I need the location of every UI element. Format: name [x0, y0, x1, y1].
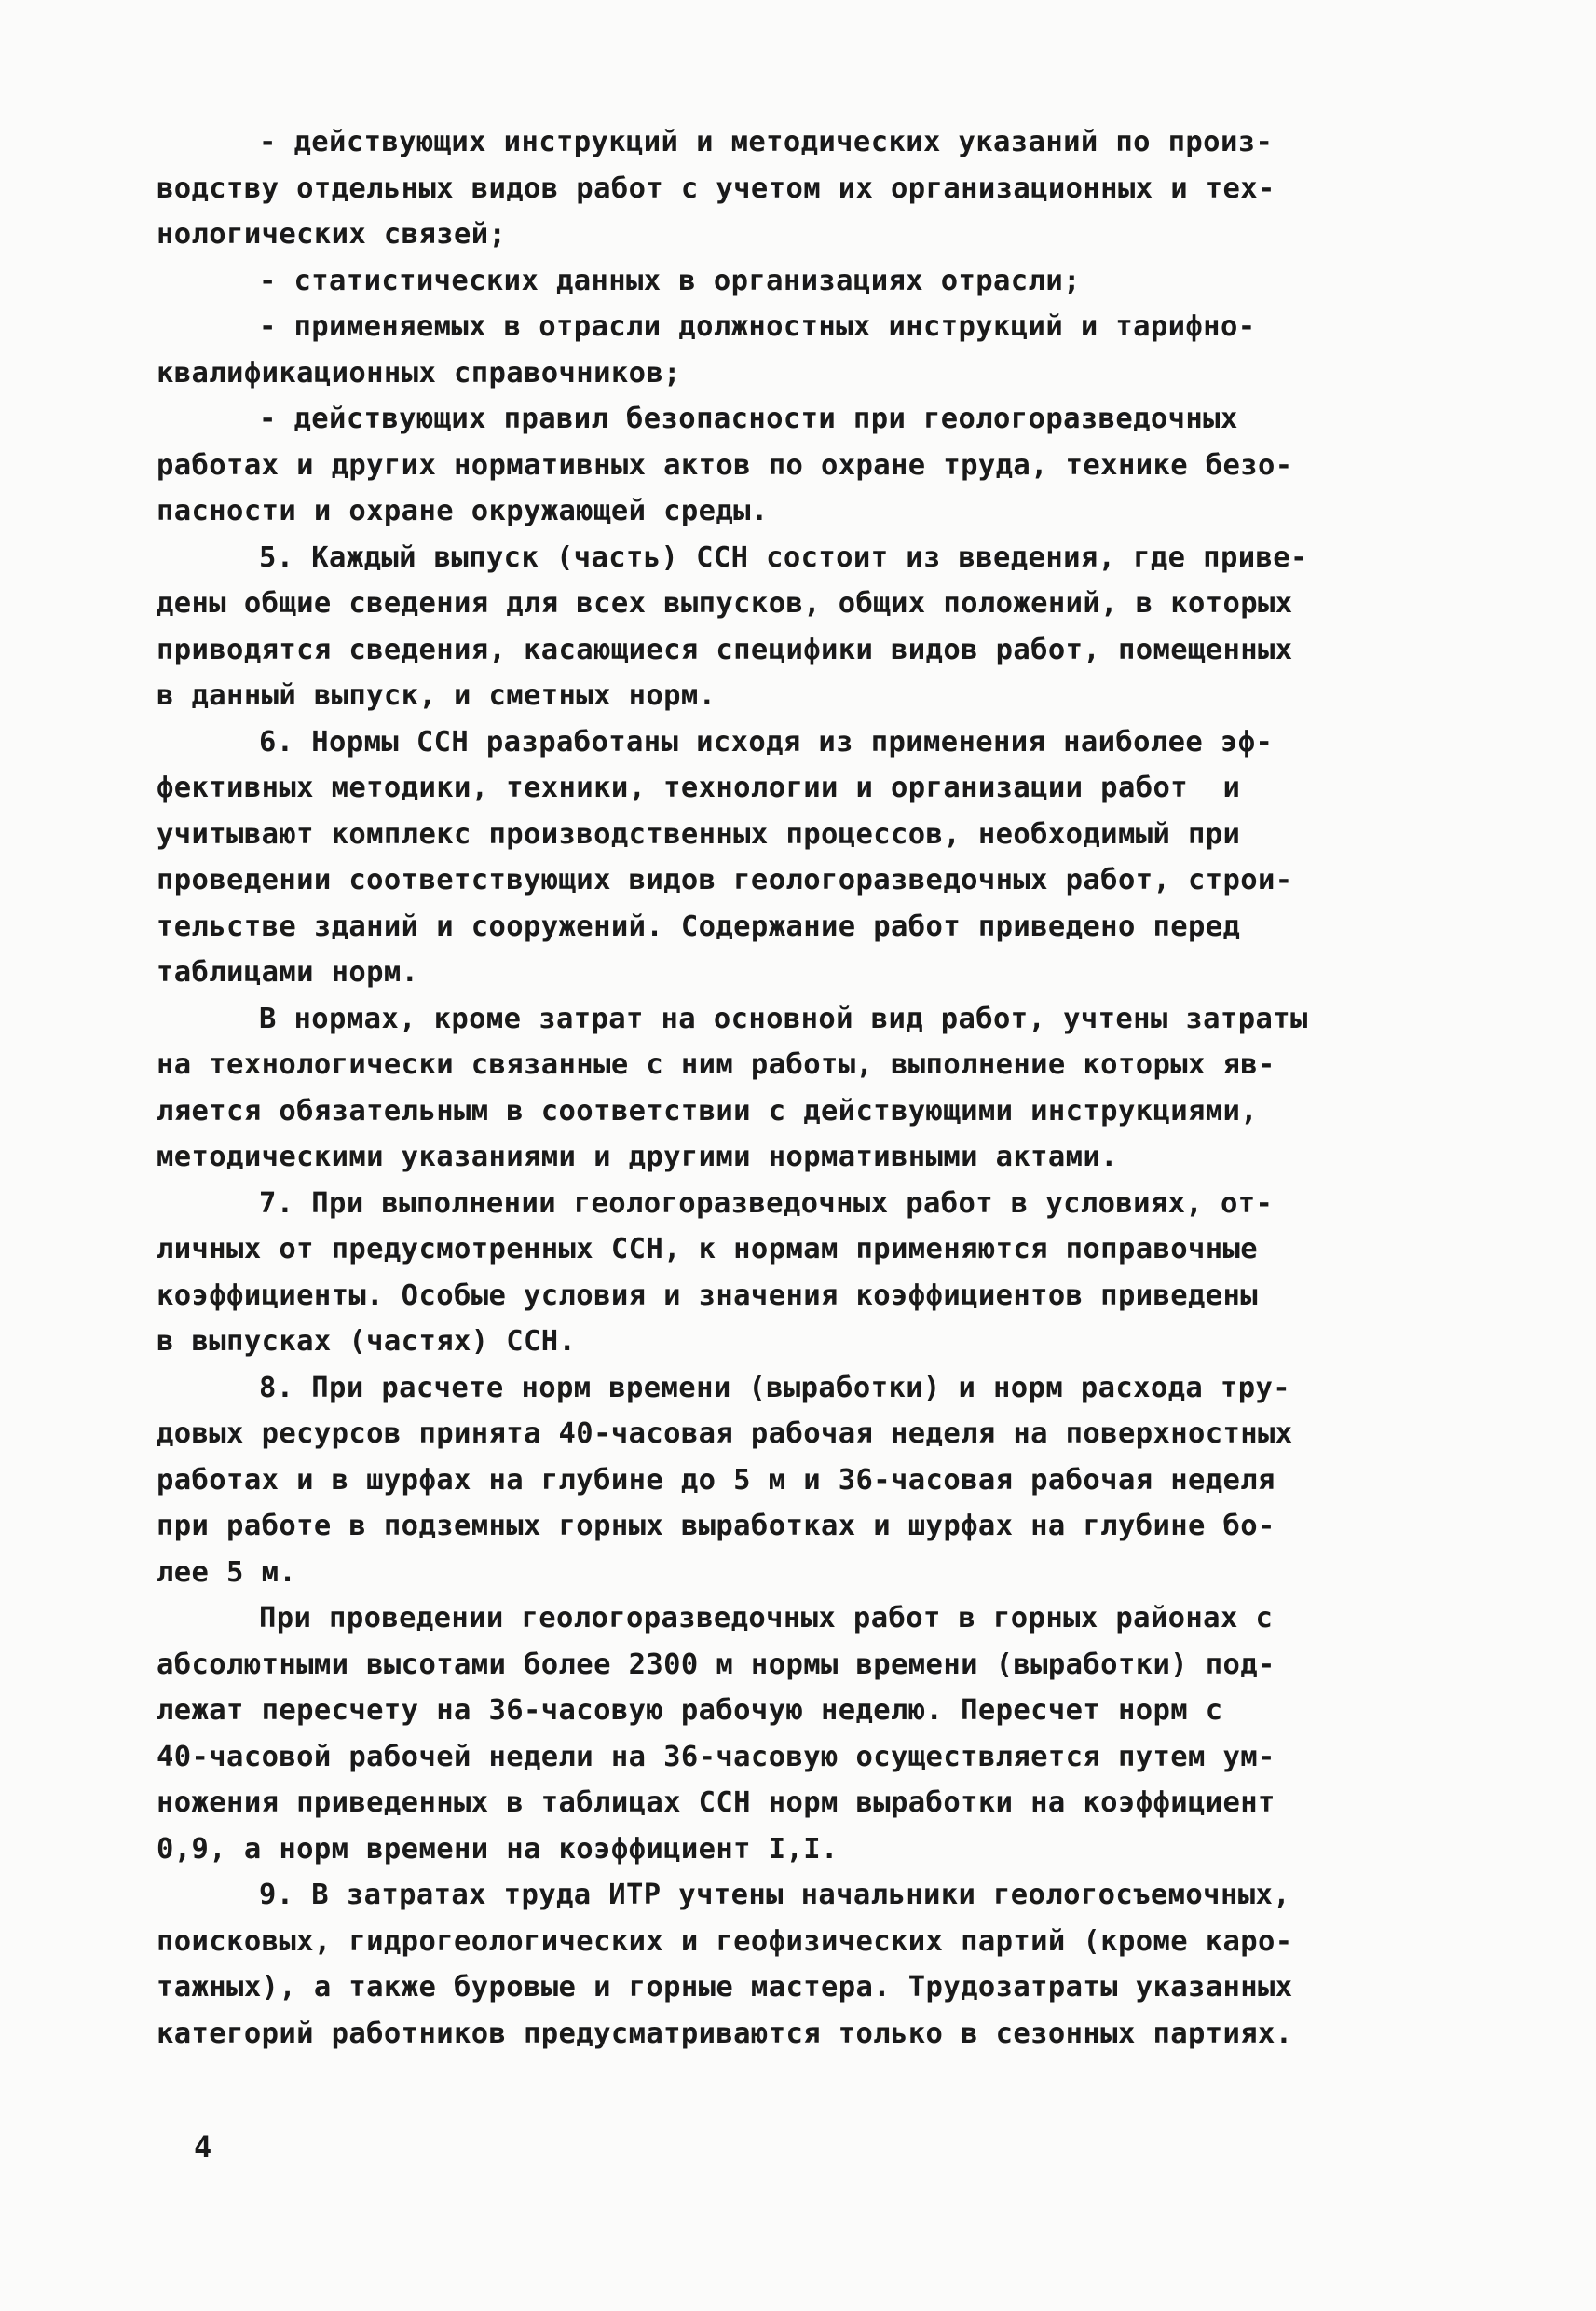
text-line: водству отдельных видов работ с учетом их организационных и тех-	[157, 171, 1275, 205]
text-line: работах и других нормативных актов по охране труда, технике безо-	[157, 448, 1293, 482]
text-line: учитывают комплекс производственных процессов, необходимый при	[157, 817, 1241, 851]
text-line: тажных), а также буровые и горные мастера. Трудозатраты указанных	[157, 1971, 1293, 2003]
text-line: проведении соответствующих видов геологоразведочных работ, строи-	[157, 864, 1293, 896]
text-line: пасности и охране окружающей среды.	[157, 495, 769, 527]
text-line: при работе в подземных горных выработках и шурфах на глубине бо-	[157, 1510, 1275, 1542]
text-line: ляется обязательным в соответствии с действующими инструкциями,	[157, 1094, 1259, 1128]
text-line: - применяемых в отрасли должностных инструкций и тарифно-	[259, 310, 1256, 343]
text-line: тельстве зданий и сооружений. Содержание работ приведено перед	[157, 909, 1241, 943]
text-line: нологических связей;	[157, 218, 507, 251]
text-line: лее 5 м.	[157, 1555, 297, 1589]
text-line: дены общие сведения для всех выпусков, общих положений, в которых	[157, 587, 1293, 620]
text-line: 6. Нормы ССН разработаны исходя из применения наиболее эф-	[259, 725, 1274, 759]
text-line: 40-часовой рабочей недели на 36-часовую осуществляется путем ум-	[157, 1740, 1275, 1773]
text-line: 5. Каждый выпуск (часть) ССН состоит из введения, где приве-	[259, 540, 1308, 574]
text-line: в данный выпуск, и сметных норм.	[157, 679, 716, 712]
text-line: ножения приведенных в таблицах ССН норм выработки на коэффициент	[157, 1786, 1275, 1819]
text-line: коэффициенты. Особые условия и значения коэффициентов приведены	[157, 1279, 1259, 1312]
text-line: категорий работников предусматриваются только в сезонных партиях.	[157, 2017, 1293, 2050]
text-line: на технологически связанные с ним работы, выполнение которых яв-	[157, 1048, 1275, 1081]
text-line: При проведении геологоразведочных работ в горных районах с	[259, 1602, 1274, 1634]
text-line: лежат пересчету на 36-часовую рабочую неделю. Пересчет норм с	[157, 1694, 1223, 1727]
text-line: методическими указаниями и другими нормативными актами.	[157, 1141, 1118, 1173]
text-line: - действующих инструкций и методических указаний по произ-	[259, 126, 1274, 158]
text-line: 8. При расчете норм времени (выработки) и норм расхода тру-	[259, 1371, 1290, 1404]
text-line: в выпусках (частях) ССН.	[157, 1325, 577, 1358]
body-text	[157, 119, 1438, 2057]
text-line: абсолютными высотами более 2300 м нормы времени (выработки) под-	[157, 1648, 1275, 1681]
text-line: - статистических данных в организациях отрасли;	[259, 264, 1081, 297]
text-line: - действующих правил безопасности при геологоразведочных	[259, 403, 1238, 435]
text-line: квалификационных справочников;	[157, 356, 681, 390]
text-line: довых ресурсов принята 40-часовая рабочая неделя на поверхностных	[157, 1417, 1293, 1450]
text-line: 9. В затратах труда ИТР учтены начальники геологосъемочных,	[259, 1879, 1290, 1911]
text-line: личных от предусмотренных ССН, к нормам применяются поправочные	[157, 1233, 1259, 1265]
text-line: таблицами норм.	[157, 956, 419, 989]
text-line: 0,9, а норм времени на коэффициент I,I.	[157, 1832, 839, 1866]
text-line: фективных методики, техники, технологии и организации работ и	[157, 772, 1241, 804]
text-line: приводятся сведения, касающиеся специфики видов работ, помещенных	[157, 633, 1293, 666]
text-line: В нормах, кроме затрат на основной вид работ, учтены затраты	[259, 1002, 1308, 1035]
text-line: работах и в шурфах на глубине до 5 м и 36-часовая рабочая неделя	[157, 1463, 1275, 1497]
text-line: поисковых, гидрогеологических и геофизических партий (кроме каро-	[157, 1924, 1293, 1958]
text-line: 7. При выполнении геологоразведочных работ в условиях, от-	[259, 1186, 1274, 1220]
page-number: 4	[194, 2129, 212, 2165]
